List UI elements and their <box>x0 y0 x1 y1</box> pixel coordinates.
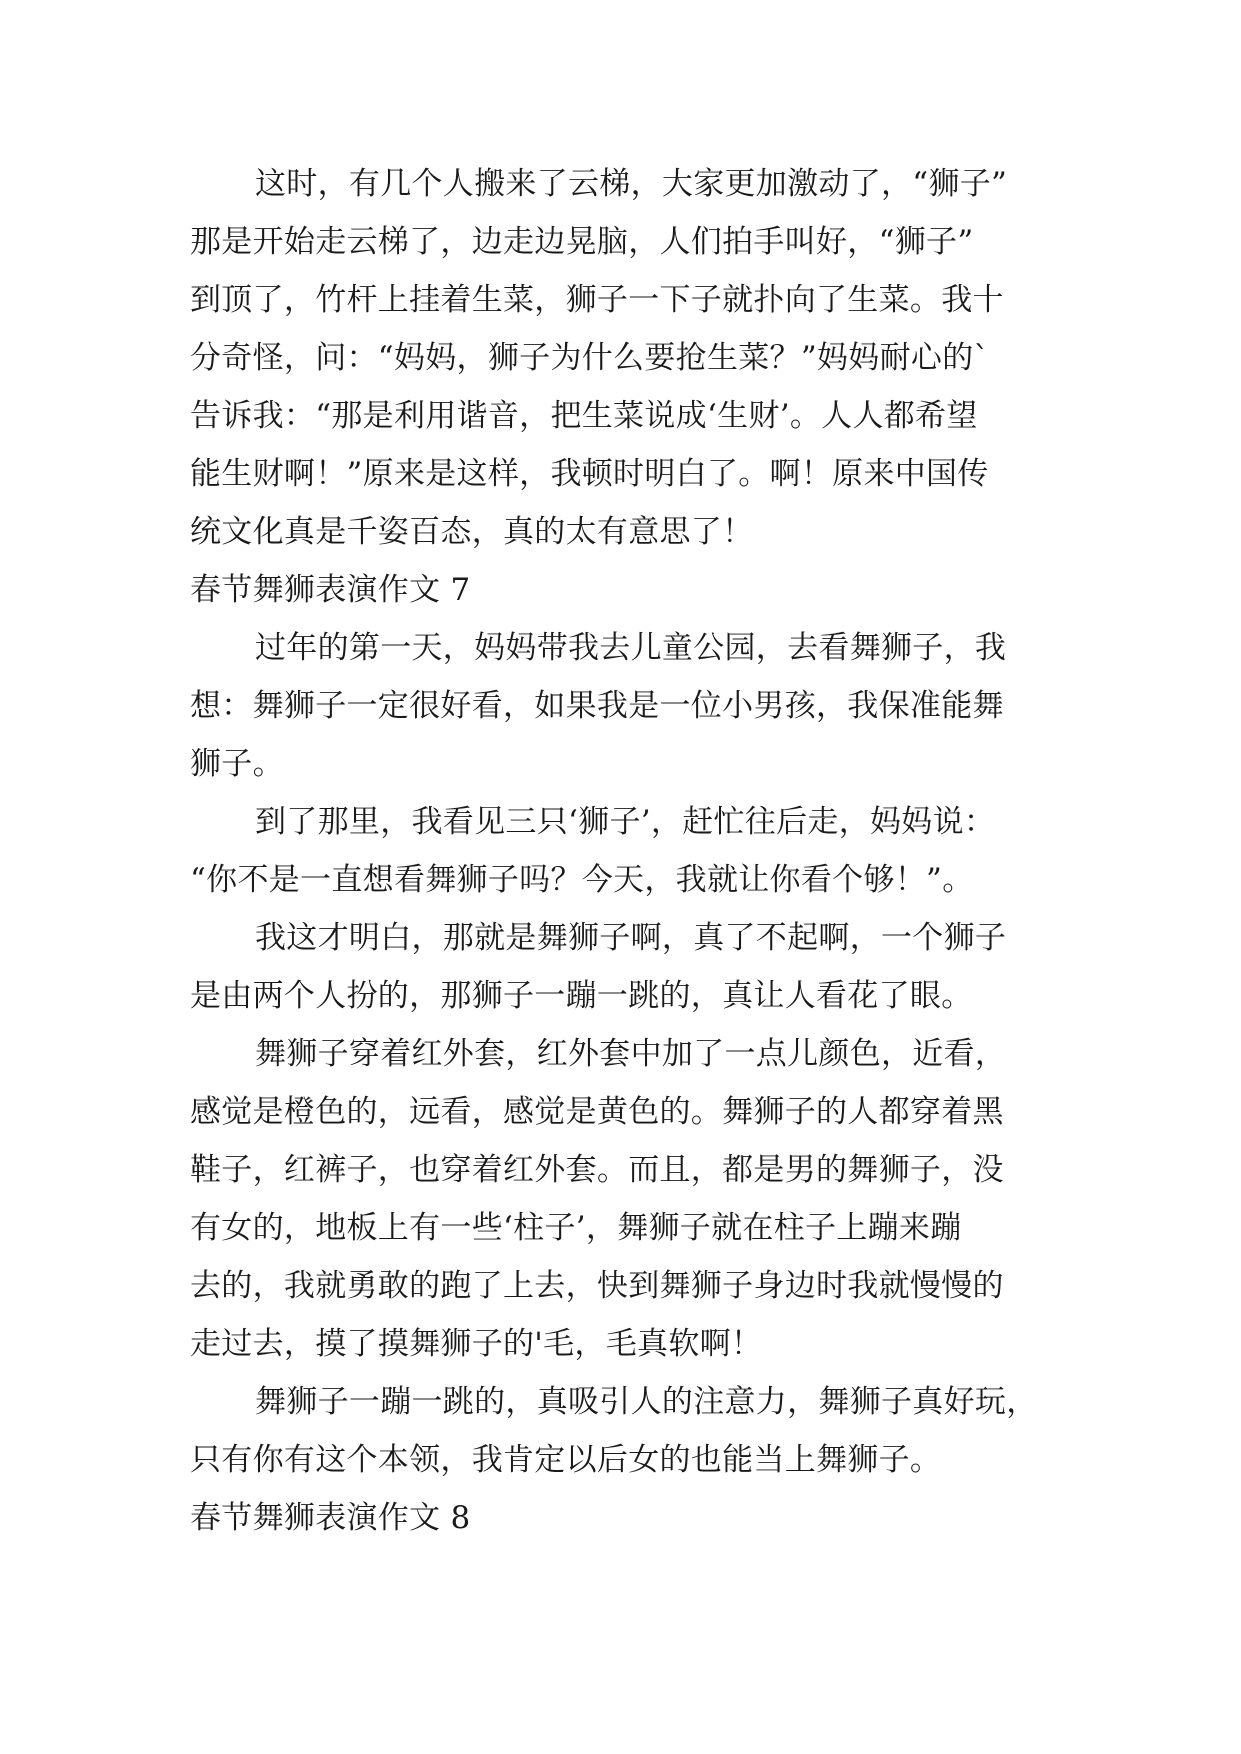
paragraph-line: 舞狮子一蹦一跳的，真吸引人的注意力，舞狮子真好玩， <box>255 1384 1038 1420</box>
section-heading-7: 春节舞狮表演作文 7 <box>190 572 471 608</box>
paragraph-line: 到顶了，竹杆上挂着生菜，狮子一下子就扑向了生菜。我十 <box>190 282 1004 318</box>
paragraph-line: 有女的，地板上有一些‘柱子’，舞狮子就在柱子上蹦来蹦 <box>190 1210 962 1246</box>
paragraph-line: 只有你有这个本领，我肯定以后女的也能当上舞狮子。 <box>190 1442 942 1478</box>
paragraph-line: 分奇怪，问：“妈妈，狮子为什么要抢生菜？”妈妈耐心的` <box>190 340 990 376</box>
paragraph-line: 感觉是橙色的，远看，感觉是黄色的。舞狮子的人都穿着黑 <box>190 1094 1004 1130</box>
paragraph-line: 到了那里，我看见三只‘狮子’，赶忙往后走，妈妈说： <box>255 804 996 840</box>
paragraph-line: 告诉我：“那是利用谐音，把生菜说成‘生财’。人人都希望 <box>190 398 978 434</box>
paragraph-line: 鞋子，红裤子，也穿着红外套。而且，都是男的舞狮子，没 <box>190 1152 1004 1188</box>
paragraph-line: 是由两个人扮的，那狮子一蹦一跳的，真让人看花了眼。 <box>190 978 973 1014</box>
paragraph-line: 舞狮子穿着红外套，红外套中加了一点儿颜色，近看， <box>255 1036 1007 1072</box>
section-heading-8: 春节舞狮表演作文 8 <box>190 1500 471 1536</box>
paragraph-line: 狮子。 <box>190 746 284 782</box>
paragraph-line: 那是开始走云梯了，边走边晃脑，人们拍手叫好，“狮子” <box>190 224 974 260</box>
paragraph-line: 走过去，摸了摸舞狮子的'毛，毛真软啊！ <box>190 1326 763 1362</box>
paragraph-line: “你不是一直想看舞狮子吗？今天，我就让你看个够！”。 <box>190 862 974 898</box>
paragraph-line: 能生财啊！”原来是这样，我顿时明白了。啊！原来中国传 <box>190 456 989 492</box>
paragraph-line: 我这才明白，那就是舞狮子啊，真了不起啊，一个狮子 <box>255 920 1007 956</box>
paragraph-line: 过年的第一天，妈妈带我去儿童公园，去看舞狮子，我 <box>255 630 1007 666</box>
paragraph-line: 统文化真是千姿百态，真的太有意思了！ <box>190 514 754 550</box>
paragraph-line: 想：舞狮子一定很好看，如果我是一位小男孩，我保准能舞 <box>190 688 1004 724</box>
paragraph-line: 这时，有几个人搬来了云梯，大家更加激动了，“狮子” <box>255 166 1008 202</box>
paragraph-line: 去的，我就勇敢的跑了上去，快到舞狮子身边时我就慢慢的 <box>190 1268 1004 1304</box>
